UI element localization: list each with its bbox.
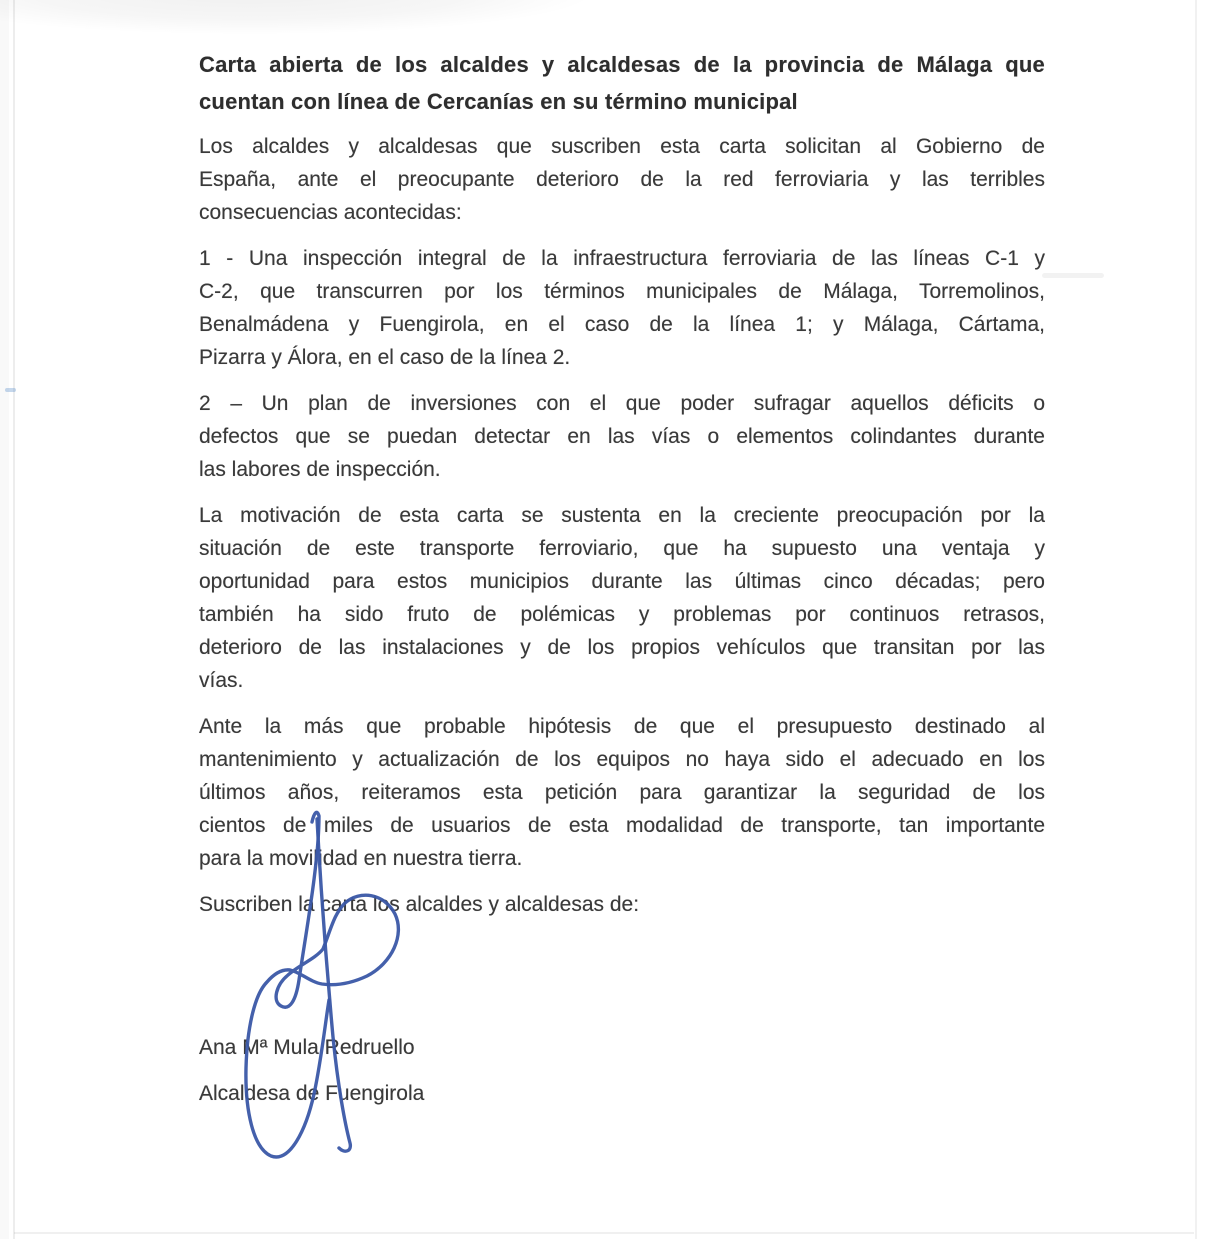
- scan-artifact-left-strip: [0, 0, 9, 1239]
- signature-block: [199, 1025, 1045, 1117]
- paragraph: [199, 499, 1045, 697]
- letter-title: [199, 46, 1045, 120]
- scan-artifact-left-edge-line: [13, 0, 15, 1239]
- text-line: cientos de miles de usuarios de esta modalidad de transporte, tan importante: [199, 814, 1045, 837]
- text-line: España, ante el preocupante deterioro de la red ferroviaria y las terribles: [199, 168, 1045, 191]
- text-line: consecuencias acontecidas:: [199, 201, 462, 224]
- signer-title: Alcaldesa de Fuengirola: [199, 1082, 425, 1105]
- text-line: Benalmádena y Fuengirola, en el caso de la línea 1; y Málaga, Cártama,: [199, 313, 1045, 336]
- signer-name: Ana Mª Mula Redruello: [199, 1036, 415, 1059]
- text-line: deterioro de las instalaciones y de los propios vehículos que transitan por las: [199, 636, 1045, 659]
- text-line: Los alcaldes y alcaldesas que suscriben esta carta solicitan al Gobierno de: [199, 135, 1045, 158]
- text-line: vías.: [199, 669, 244, 692]
- scan-artifact-right-edge-line: [1195, 0, 1197, 1239]
- text-line: para la movilidad en nuestra tierra.: [199, 847, 523, 870]
- text-line: Ante la más que probable hipótesis de que el presupuesto destinado al: [199, 715, 1045, 738]
- title-line: cuentan con línea de Cercanías en su término municipal: [199, 89, 798, 114]
- scan-artifact-blue-tick: [5, 388, 16, 392]
- scan-artifact-smudge: [1042, 273, 1104, 278]
- text-line: C-2, que transcurren por los términos municipales de Málaga, Torremolinos,: [199, 280, 1045, 303]
- text-line: últimos años, reiteramos esta petición para garantizar la seguridad de los: [199, 781, 1045, 804]
- text-line: defectos que se puedan detectar en las vías o elementos colindantes durante: [199, 425, 1045, 448]
- letter-content: [199, 46, 1045, 1117]
- scan-artifact-top-shadow: [0, 0, 590, 34]
- text-line: 1 - Una inspección integral de la infraestructura ferroviaria de las líneas C-1 y: [199, 247, 1045, 270]
- letter-paragraphs: [199, 130, 1045, 921]
- text-line: mantenimiento y actualización de los equipos no haya sido el adecuado en los: [199, 748, 1045, 771]
- scan-artifact-bottom-edge-line: [14, 1232, 1194, 1234]
- text-line: 2 – Un plan de inversiones con el que poder sufragar aquellos déficits o: [199, 392, 1045, 415]
- text-line: también ha sido fruto de polémicas y problemas por continuos retrasos,: [199, 603, 1045, 626]
- text-line: situación de este transporte ferroviario, que ha supuesto una ventaja y: [199, 537, 1045, 560]
- paragraph: [199, 387, 1045, 486]
- text-line: Pizarra y Álora, en el caso de la línea 2.: [199, 346, 571, 369]
- text-line: oportunidad para estos municipios durante las últimas cinco décadas; pero: [199, 570, 1045, 593]
- paragraph: [199, 130, 1045, 229]
- text-line: las labores de inspección.: [199, 458, 441, 481]
- text-line: La motivación de esta carta se sustenta en la creciente preocupación por la: [199, 504, 1045, 527]
- text-line: Suscriben la carta los alcaldes y alcaldesas de:: [199, 893, 640, 916]
- paragraph: [199, 242, 1045, 374]
- title-line: Carta abierta de los alcaldes y alcaldesas de la provincia de Málaga que: [199, 52, 1045, 77]
- paragraph: [199, 888, 1045, 921]
- paragraph: [199, 710, 1045, 875]
